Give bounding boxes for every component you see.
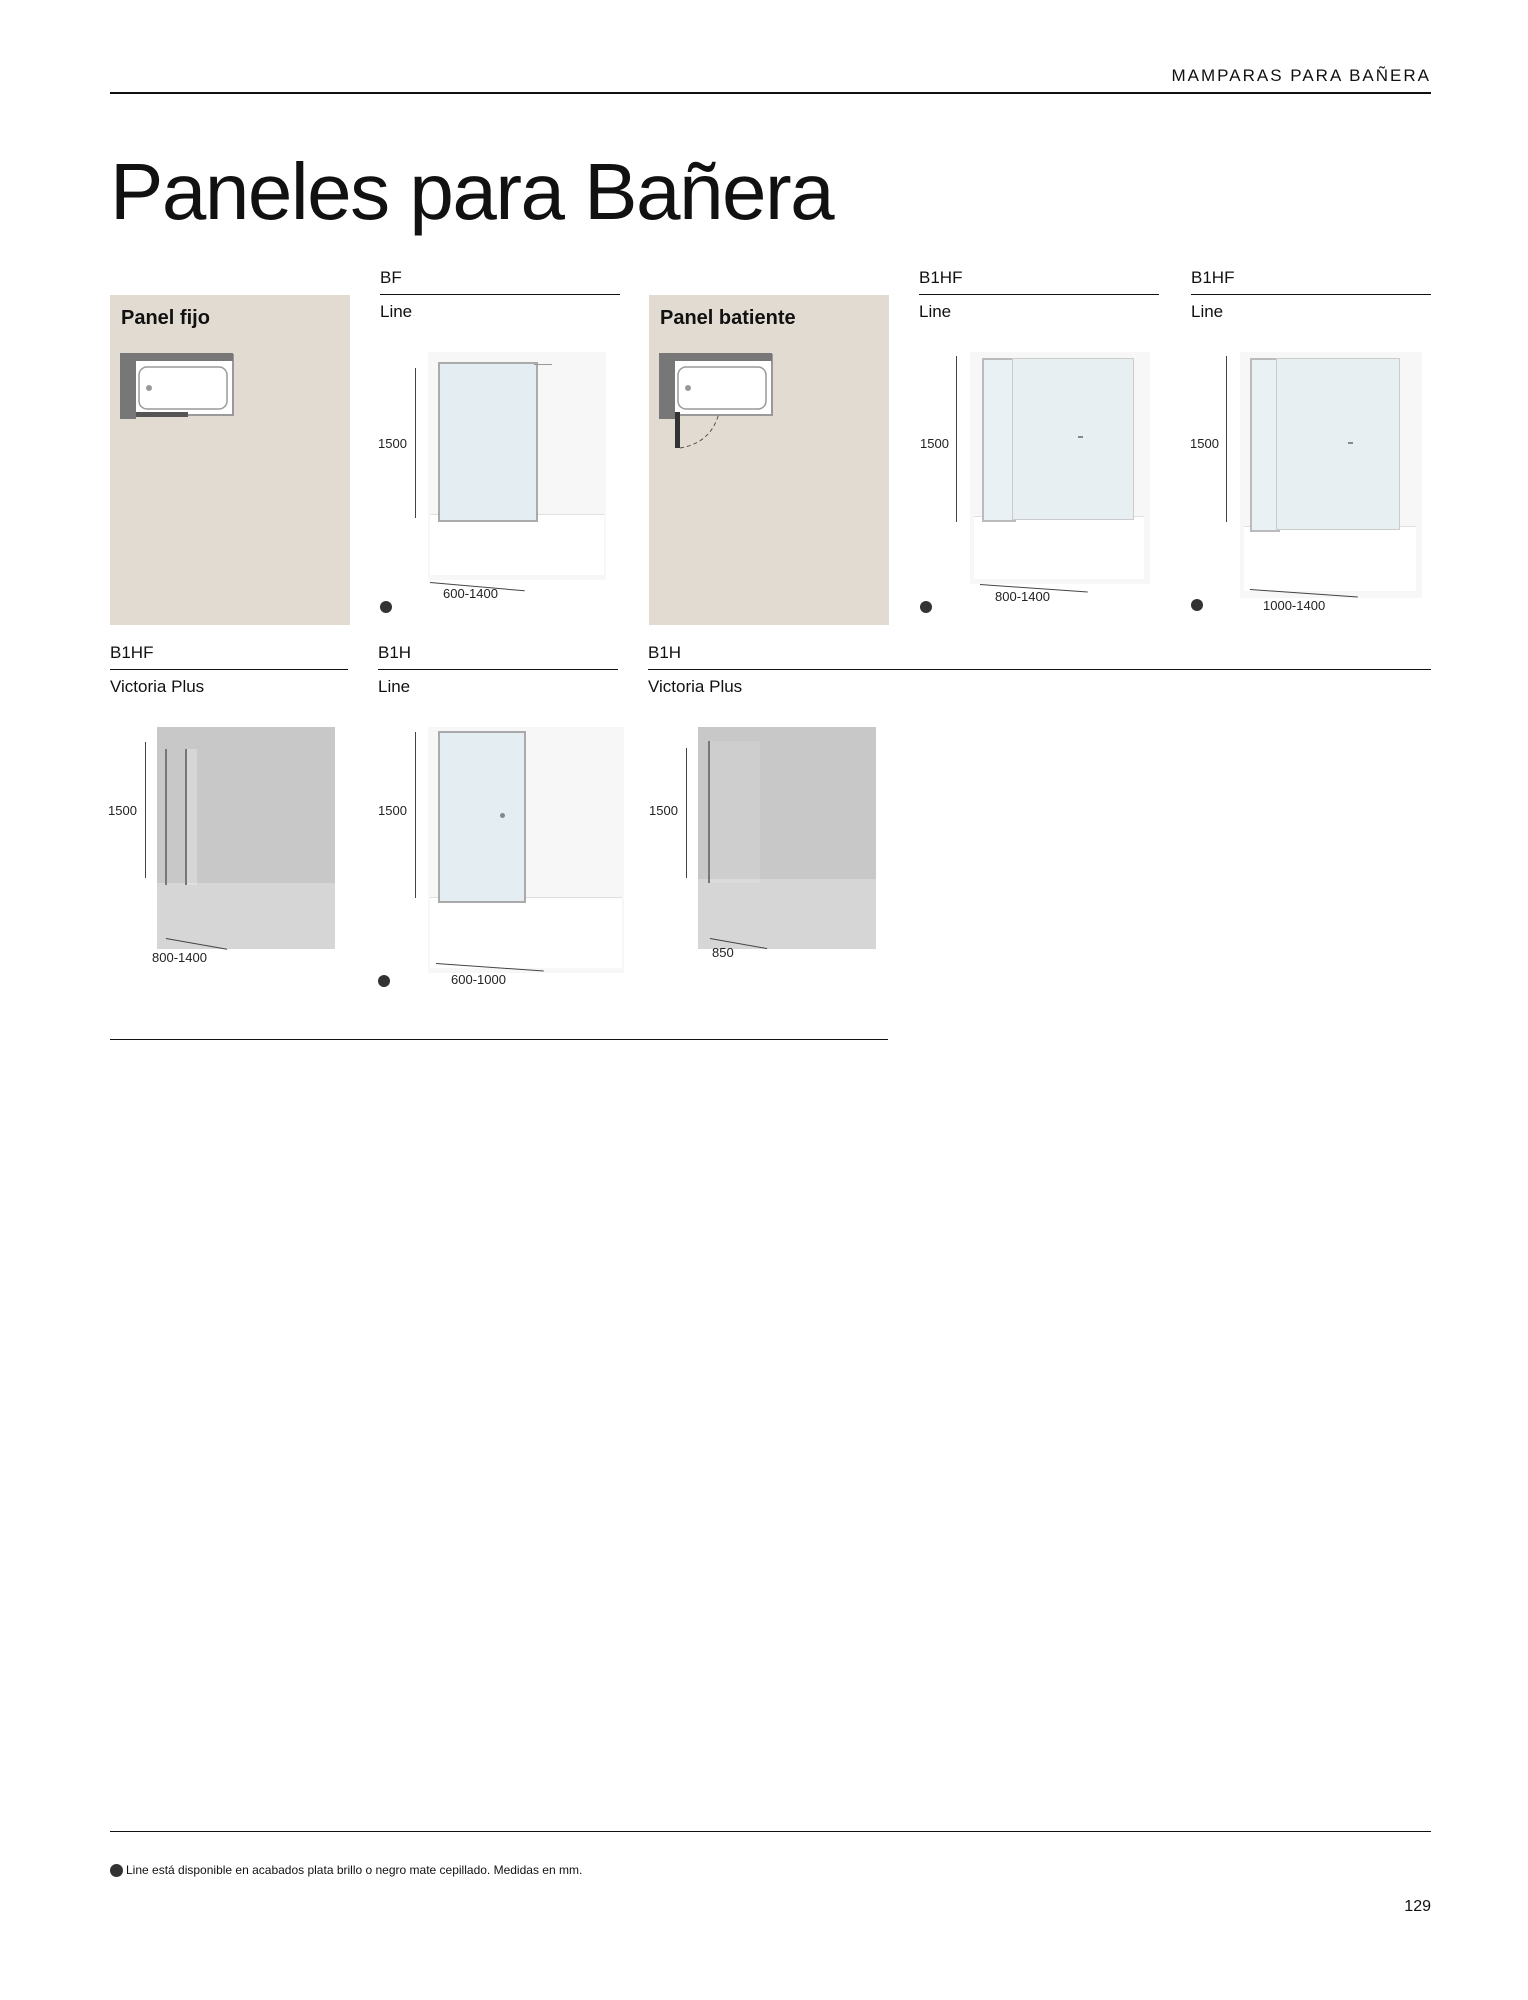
product-rule xyxy=(919,294,1159,295)
height-dimension: 1500 xyxy=(649,803,678,818)
height-dimension: 1500 xyxy=(108,803,137,818)
footnote-text: Line está disponible en acabados plata brillo o negro mate cepillado. Medidas en mm. xyxy=(126,1863,583,1877)
product-code: BF xyxy=(380,268,402,287)
product-photo-b1hf-line xyxy=(970,352,1150,584)
product-code: B1H xyxy=(378,643,412,662)
product-photo-bf-line xyxy=(428,352,606,580)
header-rule xyxy=(110,92,1431,94)
height-dimension: 1500 xyxy=(1190,436,1219,451)
product-series: Line xyxy=(1191,302,1224,321)
product-code: B1H xyxy=(648,643,682,662)
product-series: Line xyxy=(378,677,411,696)
category-label: Panel fijo xyxy=(121,307,210,329)
product-photo-b1h-victoria xyxy=(698,727,876,949)
section-end-rule xyxy=(110,1039,888,1040)
page-title: Paneles para Bañera xyxy=(110,147,834,236)
finish-availability-dot xyxy=(378,975,390,987)
product-series: Victoria Plus xyxy=(648,677,743,696)
width-dimension: 600-1400 xyxy=(443,586,498,601)
product-photo-b1hf-victoria xyxy=(157,727,335,949)
product-photo-b1h-line xyxy=(428,727,624,973)
finish-availability-dot xyxy=(380,601,392,613)
product-rule xyxy=(110,669,348,670)
finish-availability-dot xyxy=(1191,599,1203,611)
product-photo-b1hf-line-2 xyxy=(1240,352,1422,598)
finish-availability-dot xyxy=(920,601,932,613)
footnote xyxy=(110,1863,582,1877)
width-dimension: 800-1400 xyxy=(995,589,1050,604)
product-rule xyxy=(380,294,620,295)
width-dimension: 800-1400 xyxy=(152,950,207,965)
swing-panel-diagram-icon xyxy=(659,353,774,453)
category-card-fixed xyxy=(110,295,350,625)
width-dimension: 1000-1400 xyxy=(1263,598,1326,613)
product-rule xyxy=(1191,294,1431,295)
footer-rule xyxy=(110,1831,1431,1832)
height-dimension: 1500 xyxy=(378,803,407,818)
category-card-swing xyxy=(649,295,889,625)
product-series: Victoria Plus xyxy=(110,677,205,696)
product-rule xyxy=(378,669,618,670)
width-dimension: 600-1000 xyxy=(451,972,506,987)
height-dimension: 1500 xyxy=(378,436,407,451)
height-dimension: 1500 xyxy=(920,436,949,451)
product-code: B1HF xyxy=(1191,268,1235,287)
fixed-panel-diagram-icon xyxy=(120,353,235,419)
page-number: 129 xyxy=(1404,1898,1431,1915)
product-code: B1HF xyxy=(110,643,154,662)
finish-availability-dot xyxy=(110,1864,123,1877)
product-series: Line xyxy=(919,302,952,321)
section-header: MAMPARAS PARA BAÑERA xyxy=(1171,66,1431,85)
category-label: Panel batiente xyxy=(660,307,796,329)
product-rule xyxy=(648,669,1431,670)
product-code: B1HF xyxy=(919,268,963,287)
product-series: Line xyxy=(380,302,413,321)
width-dimension: 850 xyxy=(712,945,734,960)
